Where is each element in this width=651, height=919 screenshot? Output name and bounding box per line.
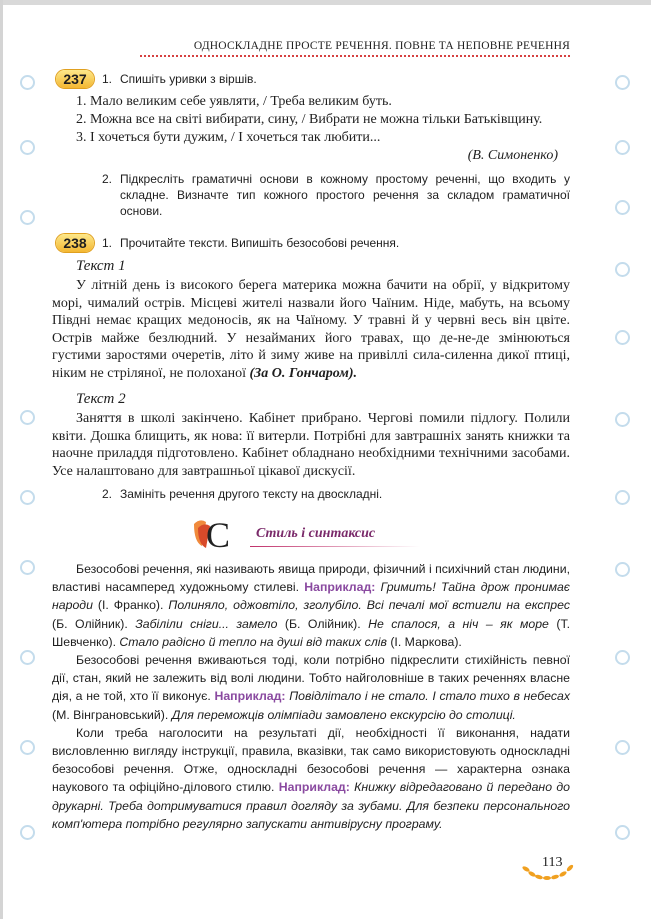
example-text: Полиняло, оджовтіло, зголубіло. Всі печалі мої встигли на експрес — [168, 598, 570, 613]
theory-text: (М. Вінграновський). — [52, 707, 172, 722]
theory-text: Безособові речення вживаються тоді, коли потрібно підкреслити стихійність певної дії, стан, який не залежить від волі людини. Тобто найголовніше в таких реченнях власне дія, а не той, хто її виконує. — [52, 653, 570, 704]
style-section-header — [190, 516, 550, 554]
page-number-text: 113 — [542, 855, 563, 871]
style-section-title: Стиль і синтаксис — [256, 526, 376, 541]
theory-text: (Б. Олійник). — [277, 616, 369, 631]
theory-paragraph — [52, 560, 570, 651]
svg-text:С: С — [206, 516, 231, 552]
example-text: Книжку відредаговано й передано до друкарні. Треба дотримуватися правил догляду за зубами. Для безпеки персонального комп'ютера потрібно регулярно запускати антивірусну програму. — [52, 780, 570, 831]
text-2: Заняття в школі закінчено. Кабінет прибрано. Чергові помили підлогу. Полили квіти. Дошка блищить, як нова: її витерли. Потрібні для завтрашніх занять книжки та наочне приладдя підготовлено. Кабінет обладнано необхідними технічними засобами. Усе налаштовано для завтрашньої цікавої дискусії. — [52, 411, 570, 479]
poem-line: 3. І хочеться бути дужим, / І хочеться так любити... — [76, 130, 381, 145]
task-number: 1. — [102, 236, 113, 250]
example-text: Стало радісно й тепло на душі від таких слів — [119, 634, 387, 649]
text-1-title: Текст 1 — [76, 258, 126, 274]
exercise-237 — [52, 71, 570, 219]
poem-author: (В. Симоненко) — [467, 148, 558, 163]
task-2 — [52, 486, 570, 502]
task-text: Прочитайте тексти. Випишіть безособові речення. — [120, 236, 400, 250]
text-1-source: (За О. Гончаром). — [249, 365, 357, 381]
style-theory-text — [52, 560, 570, 833]
theory-paragraph — [52, 724, 570, 833]
task-1 — [52, 235, 570, 251]
task-text: Замініть речення другого тексту на двоскладні. — [120, 487, 383, 501]
text-1-body: У літній день із високого берега материка можна бачити на обрії, у відкритому морі, чималий острів. Місцеві жителі назвали його Чаїним. Ніде, мабуть, на всьому Півдні немає кращих медоносів, як на Чаїному. У травні й у червні весь він цвіте. Острів майже безлюдний. У незайманих його травах, що де-не-де змінюються густими заростями очеретів, літо й зиму живе на привіллі сила-силенна дикої птиці, ніким не стріляної, не полоханої — [52, 278, 570, 381]
example-label: Наприклад: — [304, 580, 376, 595]
style-logo-icon — [190, 516, 234, 552]
theory-text: (І. Маркова). — [386, 634, 462, 649]
text-1 — [52, 277, 570, 382]
example-label: Наприклад: — [278, 780, 350, 795]
page-number — [520, 855, 580, 883]
text-2-title: Текст 2 — [76, 391, 126, 407]
task-number: 1. — [102, 72, 113, 86]
theory-text: (І. Франко). — [92, 598, 169, 613]
task-text: Спишіть уривки з віршів. — [120, 72, 257, 86]
theory-text: (Т. Шевченко). — [52, 616, 571, 649]
example-text: Не спалося, а ніч – як море — [368, 616, 549, 631]
task-1 — [52, 71, 570, 87]
example-text: Повідлітало і не стало. І стало тихо в небесах — [285, 689, 570, 704]
title-underline — [250, 546, 420, 547]
poem-excerpts — [52, 93, 570, 147]
task-text: Підкресліть граматичні основи в кожному простому реченні, що входить у складне. Визначте тип кожного простого речення за складом граматичної основи. — [120, 172, 570, 218]
poem-line: 1. Мало великим себе уявляти, / Треба великим буть. — [76, 94, 392, 109]
task-number: 2. — [102, 487, 113, 501]
task-number: 2. — [102, 172, 113, 186]
example-text: Забіліли сніги... замело — [135, 616, 278, 631]
exercise-number-badge: 237 — [56, 70, 94, 88]
theory-paragraph — [52, 651, 570, 724]
theory-text: Безособові речення, які називають явища природи, фізичний і психічний стан людини, властиві насамперед художньому стилеві. — [52, 562, 570, 595]
running-header: ОДНОСКЛАДНЕ ПРОСТЕ РЕЧЕННЯ. ПОВНЕ ТА НЕПОВНЕ РЕЧЕННЯ — [140, 40, 570, 57]
exercise-238 — [52, 235, 570, 502]
task-2 — [52, 171, 570, 219]
example-label: Наприклад: — [214, 689, 286, 704]
theory-text: Коли треба наголосити на результаті дії, необхідності її виконання, надати висловленню вигляду інструкції, правила, вказівки, так само використовують односкладні безособові речення. Отже, односкладні безособові речення — характерна ознака наукового та офіційно-ділового стилю. — [52, 725, 570, 795]
exercise-number-badge: 238 — [56, 234, 94, 252]
example-text: Для переможців олімпіади замовлено екскурсію до столиці. — [171, 707, 516, 722]
theory-text: (Б. Олійник). — [52, 616, 136, 631]
example-text: Гримить! Тайна дрож пронимає народи — [52, 580, 570, 613]
poem-line: 2. Можна все на світі вибирати, сину, / Вибрати не можна тільки Батьківщину. — [76, 112, 543, 127]
